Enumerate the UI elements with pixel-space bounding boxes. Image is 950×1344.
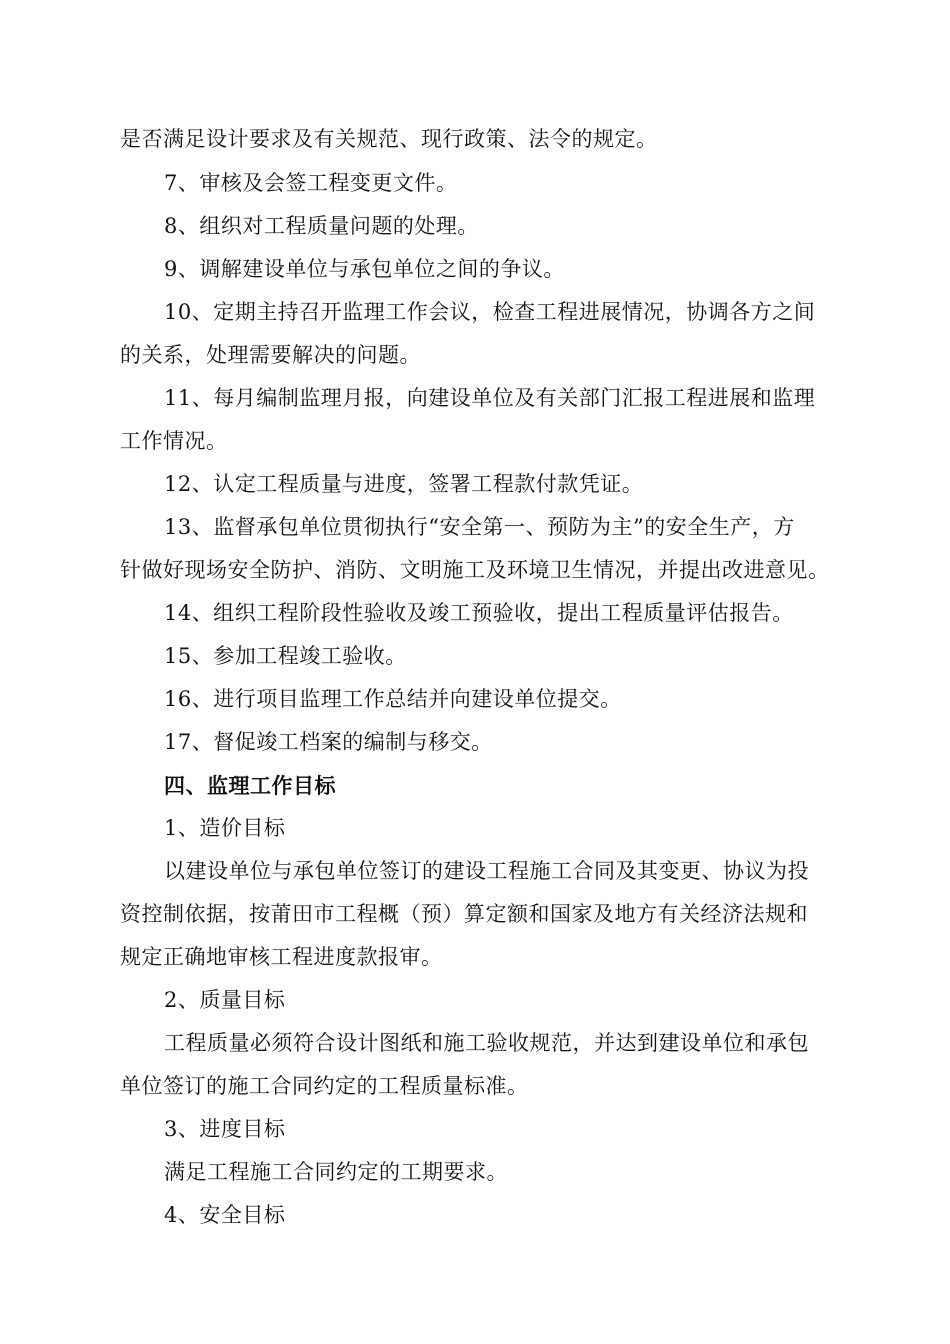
subsection-heading-quality: 2、质量目标 [164, 988, 286, 1012]
list-item-14: 14、组织工程阶段性验收及竣工预验收，提出工程质量评估报告。 [164, 601, 794, 625]
text-line: 针做好现场安全防护、消防、文明施工及环境卫生情况，并提出改进意见。 [120, 558, 830, 582]
text-line: 资控制依据，按莆田市工程概（预）算定额和国家及地方有关经济法规和 [120, 902, 808, 926]
list-item-9: 9、调解建设单位与承包单位之间的争议。 [164, 257, 565, 281]
list-item-16: 16、进行项目监理工作总结并向建设单位提交。 [164, 687, 622, 711]
text-line: 是否满足设计要求及有关规范、现行政策、法令的规定。 [120, 127, 658, 151]
list-item-15: 15、参加工程竣工验收。 [164, 644, 407, 668]
text-line: 以建设单位与承包单位签订的建设工程施工合同及其变更、协议为投 [164, 859, 809, 883]
text-line: 工程质量必须符合设计图纸和施工验收规范，并达到建设单位和承包 [164, 1031, 809, 1055]
list-item-12: 12、认定工程质量与进度，签署工程款付款凭证。 [164, 472, 644, 496]
text-line: 的关系，处理需要解决的问题。 [120, 343, 421, 367]
list-item-17: 17、督促竣工档案的编制与移交。 [164, 730, 493, 754]
text-line: 规定正确地审核工程进度款报审。 [120, 945, 443, 969]
list-item-13: 13、监督承包单位贯彻执行“安全第一、预防为主”的安全生产，方 [164, 515, 795, 539]
subsection-heading-safety: 4、安全目标 [164, 1203, 286, 1227]
section-heading: 四、监理工作目标 [164, 773, 336, 798]
text-line: 满足工程施工合同约定的工期要求。 [164, 1160, 508, 1184]
subsection-heading-schedule: 3、进度目标 [164, 1117, 286, 1141]
subsection-heading-cost: 1、造价目标 [164, 816, 286, 840]
list-item-10: 10、定期主持召开监理工作会议，检查工程进展情况，协调各方之间 [164, 300, 816, 324]
text-line: 单位签订的施工合同约定的工程质量标准。 [120, 1074, 529, 1098]
list-item-11: 11、每月编制监理月报，向建设单位及有关部门汇报工程进展和监理 [164, 386, 816, 410]
text-line: 工作情况。 [120, 429, 228, 453]
list-item-7: 7、审核及会签工程变更文件。 [164, 171, 458, 195]
list-item-8: 8、组织对工程质量问题的处理。 [164, 214, 479, 238]
